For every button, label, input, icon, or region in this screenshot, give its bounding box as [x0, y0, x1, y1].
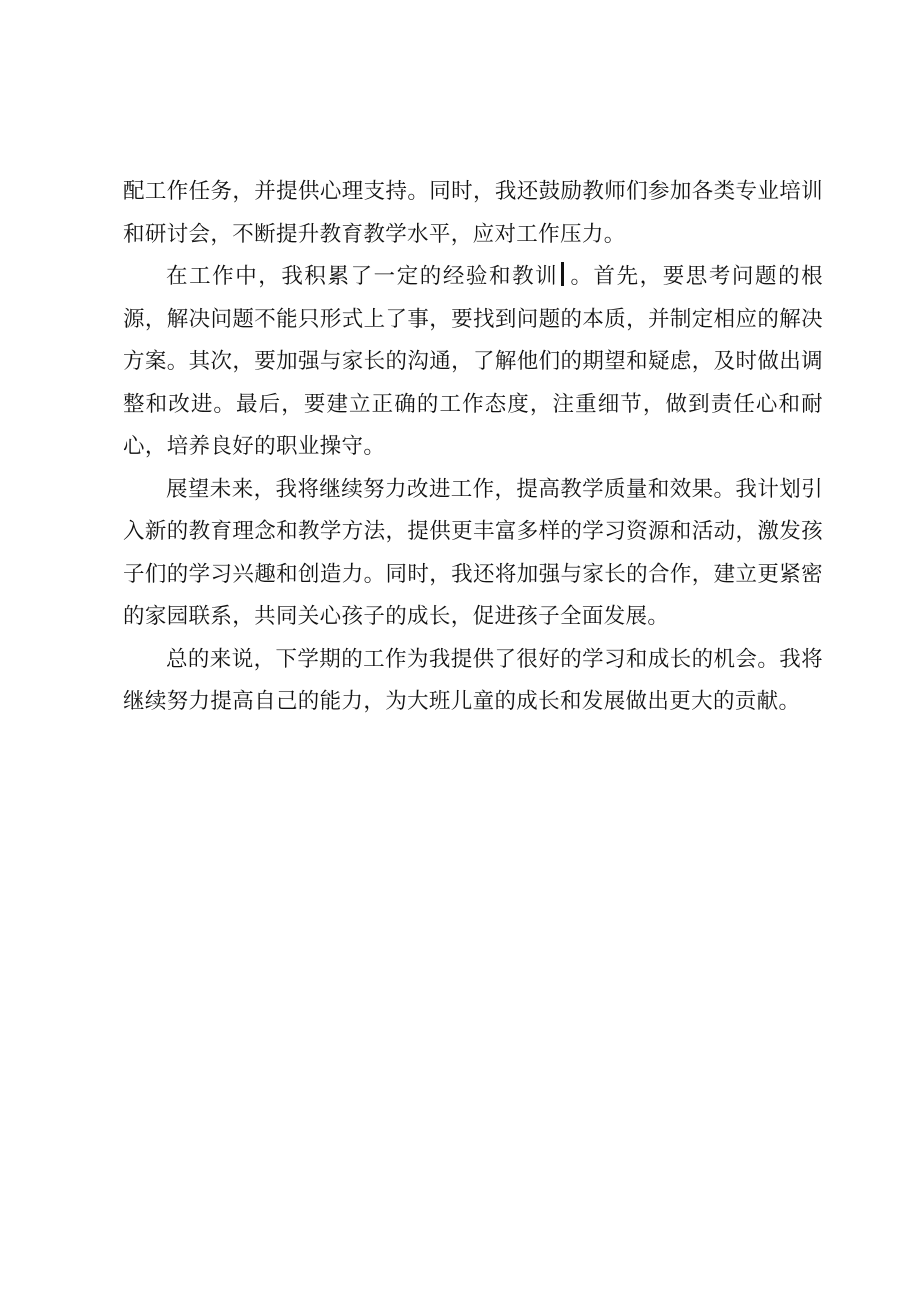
paragraph-future-plans: 展望未来，我将继续努力改进工作，提高教学质量和效果。我计划引入新的教育理念和教学方法，提供更丰富多样的学习资源和活动，激发孩子们的学习兴趣和创造力。同时，我还将加强与家长的合作，建立更紧密的家园联系，共同关心孩子的成长，促进孩子全面发展。	[123, 476, 823, 629]
paragraph-work-tasks: 配工作任务，并提供心理支持。同时，我还鼓励教师们参加各类专业培训和研讨会，不断提升教育教学水平，应对工作压力。	[123, 179, 823, 247]
paragraph-experience-text-end: 。首先，要思考问题的根源，解决问题不能只形式上了事，要找到问题的本质，并制定相应的解决方案。其次，要加强与家长的沟通，了解他们的期望和疑虑，及时做出调整和改进。最后，要建立正确的工作态度，注重细节，做到责任心和耐心，培养良好的职业操守。	[123, 264, 824, 459]
paragraph-conclusion: 总的来说，下学期的工作为我提供了很好的学习和成长的机会。我将继续努力提高自己的能力，为大班儿童的成长和发展做出更大的贡献。	[123, 646, 823, 714]
text-cursor-icon	[561, 262, 564, 286]
document-body	[123, 171, 823, 724]
paragraph-experience-text-start: 在工作中，我积累了一定的经验和教训	[166, 264, 559, 289]
paragraph-experience	[123, 256, 823, 469]
